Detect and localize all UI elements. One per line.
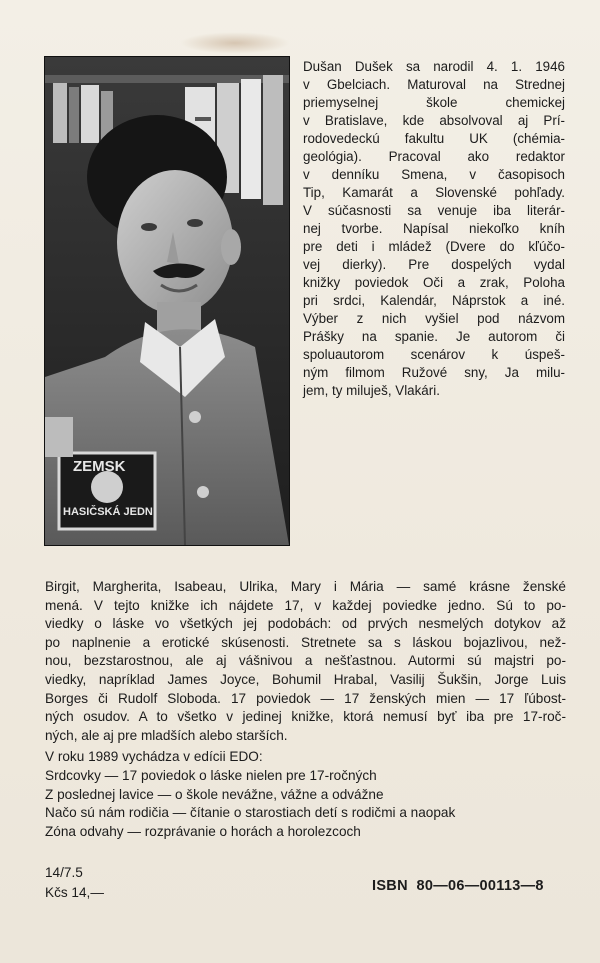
series-item: Srdcovky — 17 poviedok o láske nielen pre 17-ročných [45, 767, 377, 783]
blurb-line: Borges či Rudolf Sloboda. 17 poviedok — 17 ženských mien — 17 ľúbost- [45, 690, 566, 706]
blurb-line: Birgit, Margherita, Isabeau, Ulrika, Mary i Mária — samé krásne ženské [45, 579, 566, 594]
blurb-line: ných osudov. A to všetko v jedinej knižke, ktorá nemusí byť iba pre 17-roč- [45, 709, 566, 725]
paper-stain [180, 32, 290, 54]
bio-line: v denníku Smena, v časopisoch [303, 167, 565, 182]
series-item: Z poslednej lavice — o škole nevážne, vážne a odvážne [45, 786, 384, 802]
blurb-line: nou, bezstarostnou, ale aj vášnivou a nešťastnou. Autormi sú majstri po- [45, 653, 566, 669]
bio-line: Prášky na spanie. Je autorom či [303, 329, 565, 344]
bio-line: geológia). Pracoval ako redaktor [303, 149, 565, 164]
author-photo [44, 56, 290, 546]
bio-line: v Gbelciach. Maturoval na Strednej [303, 77, 565, 92]
blurb-line: mená. V tejto knižke ich nájdete 17, v každej poviedke jedno. Sú to po- [45, 597, 566, 613]
bio-line: knižky poviedok Oči a zrak, Poloha [303, 275, 565, 290]
bio-line: Tip, Kamarát a Slovenské pohľady. [303, 185, 565, 200]
blurb-line: viedky, napríklad James Joyce, Bohumil Hrabal, Vasilij Šukšin, Jorge Luis [45, 671, 566, 687]
bio-line: pre deti i mládež (Dvere do kľúčo- [303, 239, 565, 254]
author-bio [303, 58, 565, 400]
imprint-block [45, 863, 104, 903]
bio-line: nej tvorbe. Napísal niekoľko kníh [303, 221, 565, 236]
isbn: ISBN 80—06—00113—8 [372, 878, 544, 894]
bio-line: jem, ty miluješ, Vlakári. [303, 383, 440, 398]
bio-line: rodovedeckú fakultu UK (chémia- [303, 131, 565, 146]
sign-line-2: HASIČSKÁ JEDN [63, 506, 153, 518]
bio-line: pri srdci, Kalendár, Náprstok a iné. [303, 293, 565, 308]
bio-line: spoluautorom scenárov k úspeš- [303, 347, 565, 362]
blurb-line: viedky o láske vo všetkých jej podobách: od prvých nesmelých dotykov až [45, 616, 566, 632]
bio-line: vej dierky). Pre dospelých vydal [303, 257, 565, 272]
sign-line-1: ZEMSK [73, 458, 126, 475]
bio-line: ným filmom Ružové sny, Ja milu- [303, 365, 565, 380]
blurb-line: ných, ale aj pre mladších alebo starších. [45, 727, 288, 743]
imprint-code: 14/7.5 [45, 865, 83, 880]
series-heading: V roku 1989 vychádza v edícii EDO: [45, 749, 263, 764]
bio-line: V súčasnosti sa venuje iba literár- [303, 203, 565, 218]
series-list [45, 748, 566, 842]
blurb-line: po naplnenie a erotické skúsenosti. Stretnete sa s láskou bojazlivou, než- [45, 634, 566, 650]
book-blurb [45, 578, 566, 745]
series-item: Načo sú nám rodičia — čítanie o starostiach detí s rodičmi a naopak [45, 805, 456, 821]
bio-line: Výber z nich vyšiel pod názvom [303, 311, 565, 326]
bio-line: v Bratislave, kde absolvoval aj Prí- [303, 113, 565, 128]
bio-line: priemyselnej škole chemickej [303, 95, 565, 110]
series-item: Zóna odvahy — rozprávanie o horách a horolezcoch [45, 824, 361, 840]
price: Kčs 14,— [45, 885, 104, 900]
bio-line: Dušan Dušek sa narodil 4. 1. 1946 [303, 59, 565, 74]
